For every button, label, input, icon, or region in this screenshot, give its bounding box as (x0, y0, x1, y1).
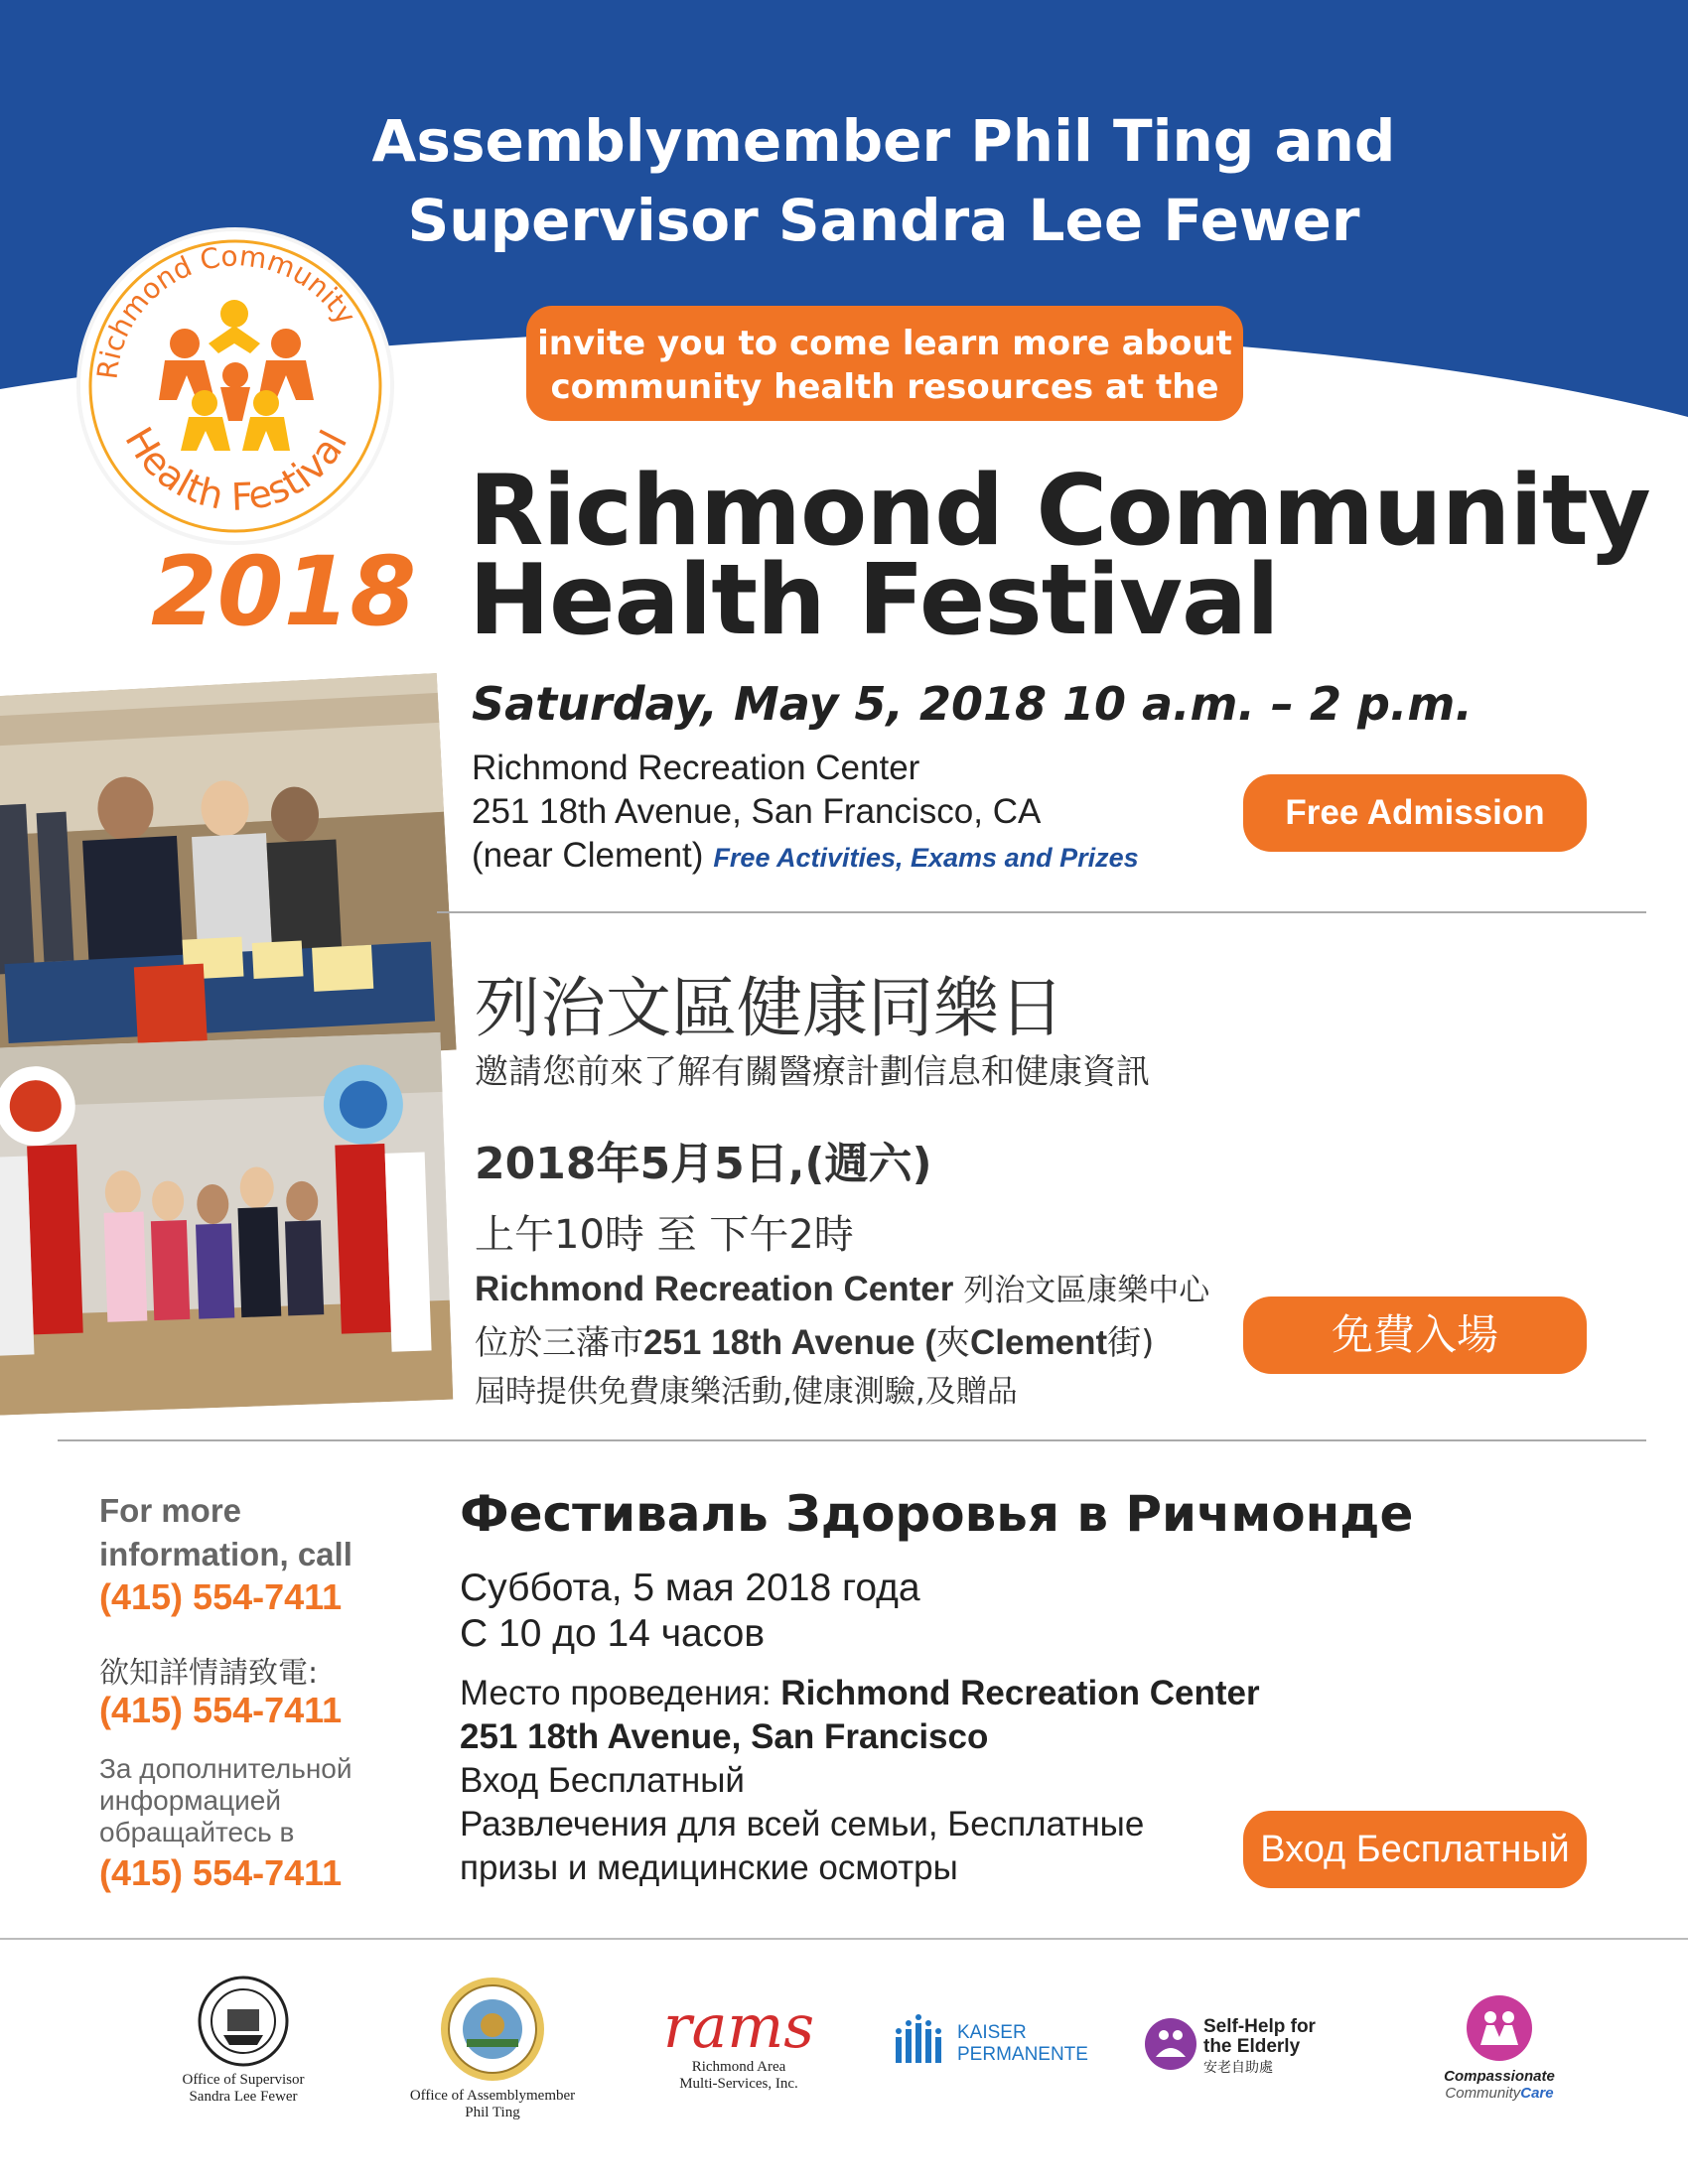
russian-address: 251 18th Avenue, San Francisco (460, 1717, 989, 1756)
sponsor-supervisor-office (159, 1976, 328, 2106)
russian-date: Суббота, 5 мая 2018 года (460, 1567, 920, 1609)
sponsor-3-caption-1: Richmond Area (691, 2059, 786, 2075)
festival-logo-icon (75, 226, 395, 546)
california-state-seal-icon (439, 1976, 546, 2083)
footer-divider (0, 1938, 1688, 1940)
sponsor-rams (651, 1992, 826, 2093)
russian-title: Фестиваль Здоровья в Ричмонде (460, 1485, 1414, 1543)
compassionate-logo-line-1: Compassionate (1444, 2068, 1555, 2085)
kaiser-logo-line-2: PERMANENTE (957, 2044, 1088, 2065)
chinese-activities: 屆時提供免費康樂活動,健康測驗,及贈品 (475, 1374, 1018, 1410)
chinese-address-suffix: 街) (1107, 1323, 1155, 1363)
festival-photo-lion-dance (0, 1032, 453, 1416)
kaiser-permanente-logo-icon (892, 2011, 947, 2067)
contact-label-english (99, 1489, 352, 1576)
sponsor-1-caption-2: Sandra Lee Fewer (189, 2089, 298, 2105)
chinese-venue-zh: 列治文區康樂中心 (963, 1273, 1210, 1308)
contact-label-chinese: 欲知詳情請致電: (99, 1656, 319, 1691)
chinese-address-near: 夾 (936, 1323, 971, 1363)
invite-line-2: community health resources at the (550, 367, 1219, 407)
host-line-1: Assemblymember Phil Ting and (371, 107, 1396, 175)
invite-line-1: invite you to come learn more about (537, 324, 1232, 363)
host-line-2: Supervisor Sandra Lee Fewer (407, 187, 1360, 254)
contact-label-russian (99, 1753, 352, 1848)
russian-time: С 10 до 14 часов (460, 1612, 766, 1655)
free-admission-badge-russian: Вход Бесплатный (1243, 1811, 1587, 1888)
russian-entry: Вход Бесплатный (460, 1761, 745, 1800)
sponsor-1-caption-1: Office of Supervisor (182, 2072, 305, 2088)
chinese-invite: 邀請您前來了解有關醫療計劃信息和健康資訊 (475, 1052, 1150, 1092)
svg-text:Richmond Community: Richmond Community (90, 239, 363, 381)
chinese-date: 2018年5月5日,(週六) (475, 1139, 932, 1189)
chinese-address-prefix: 位於三藩市 (475, 1323, 643, 1363)
section-divider-2 (58, 1439, 1646, 1441)
sponsor-assemblymember-office (395, 1976, 590, 2121)
compassionate-logo-community: Community (1445, 2085, 1521, 2102)
chinese-address-street: 251 18th Avenue ( (643, 1323, 937, 1362)
contact-en-line-1: For more (99, 1492, 242, 1529)
svg-text:Health Festival: Health Festival (116, 419, 356, 519)
chinese-address (475, 1315, 1154, 1364)
russian-venue-label: Место проведения: (460, 1674, 781, 1712)
free-admission-badge: Free Admission (1243, 774, 1587, 852)
rams-logo-text: rams (662, 1992, 815, 2062)
event-date-time: Saturday, May 5, 2018 10 a.m. – 2 p.m. (472, 677, 1473, 731)
sponsor-compassionate-community-care (1410, 1993, 1589, 2102)
russian-venue-name: Richmond Recreation Center (780, 1674, 1260, 1712)
venue-address: 251 18th Avenue, San Francisco, CA (472, 792, 1042, 831)
venue-name: Richmond Recreation Center (472, 749, 920, 787)
russian-venue (460, 1674, 1260, 1713)
event-title-line-2: Health Festival (469, 544, 1279, 657)
self-help-logo-line-3: 安老自助處 (1203, 2060, 1273, 2076)
section-divider-1 (437, 911, 1646, 913)
sponsor-3-caption-2: Multi-Services, Inc. (679, 2076, 798, 2092)
compassionate-logo-care: Care (1520, 2085, 1554, 2102)
self-help-logo-line-1: Self-Help for (1203, 2016, 1316, 2037)
venue-near (472, 836, 1139, 876)
chinese-venue (475, 1265, 1209, 1309)
festival-year: 2018 (151, 536, 417, 647)
event-title-line-1: Richmond Community (469, 455, 1650, 568)
contact-ru-line-1: За дополнительной (99, 1753, 352, 1784)
festival-photo-booth (0, 673, 457, 1074)
compassionate-logo-line-2 (1410, 2085, 1589, 2102)
chinese-address-cross-street: Clement (970, 1323, 1108, 1362)
self-help-logo-line-2: the Elderly (1203, 2036, 1301, 2057)
phone-number-chinese[interactable]: (415) 554-7411 (99, 1690, 343, 1730)
sponsor-2-caption-2: Phil Ting (465, 2105, 520, 2120)
city-county-seal-icon (198, 1976, 289, 2067)
phone-number-russian[interactable]: (415) 554-7411 (99, 1852, 343, 1893)
contact-en-line-2: information, call (99, 1536, 352, 1572)
contact-ru-line-2: информацией (99, 1785, 281, 1816)
sponsor-2-caption-1: Office of Assemblymember (409, 2088, 576, 2104)
russian-activities-line-2: призы и медицинские осмотры (460, 1848, 958, 1887)
chinese-venue-en: Richmond Recreation Center (475, 1270, 954, 1308)
chinese-title: 列治文區健康同樂日 (475, 970, 1064, 1046)
free-admission-badge-chinese: 免費入場 (1243, 1297, 1587, 1374)
free-activities-text: Free Activities, Exams and Prizes (713, 843, 1139, 873)
chinese-time: 上午10時 至 下午2時 (475, 1212, 854, 1258)
invite-banner (526, 306, 1243, 421)
self-help-elderly-logo-icon (1144, 2017, 1197, 2071)
phone-number-english[interactable]: (415) 554-7411 (99, 1576, 343, 1617)
compassionate-care-logo-icon (1465, 1993, 1534, 2063)
venue-near-text: (near Clement) (472, 836, 704, 875)
contact-ru-line-3: обращайтесь в (99, 1817, 295, 1847)
kaiser-logo-line-1: KAISER (957, 2022, 1027, 2043)
russian-activities-line-1: Развлечения для всей семьи, Бесплатные (460, 1805, 1145, 1843)
